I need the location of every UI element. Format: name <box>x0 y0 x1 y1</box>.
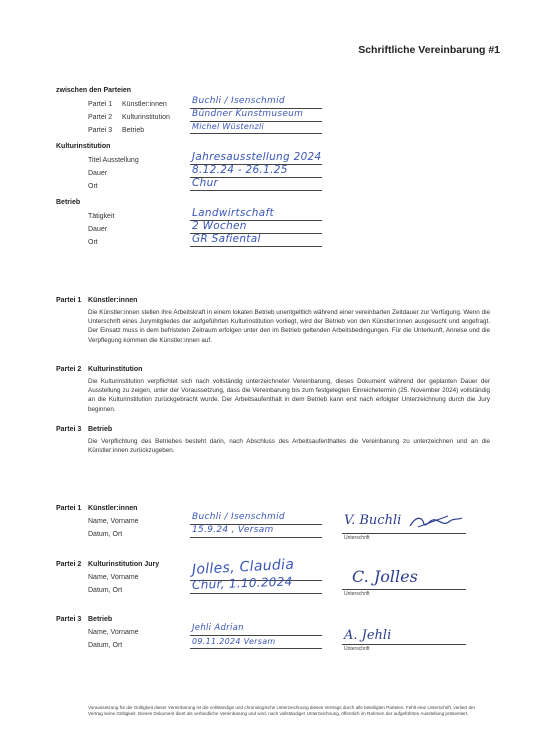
clause-1-num: Partei 1 <box>56 297 82 304</box>
party-2-num: Partei 2 <box>88 114 113 121</box>
party-1-num: Partei 1 <box>88 101 113 108</box>
kultur-place-label: Ort <box>88 183 98 190</box>
betrieb-activity-value[interactable]: Landwirtschaft <box>192 207 274 219</box>
party-2-role: Kulturinstitution <box>122 114 170 121</box>
betrieb-place-line <box>190 246 322 247</box>
sig-2-date-line <box>190 593 322 594</box>
betrieb-place-label: Ort <box>88 239 98 246</box>
sig-1-date-line <box>190 537 322 538</box>
sig-1-num: Partei 1 <box>56 505 82 512</box>
sig-1-signature[interactable]: V. Buchli <box>344 513 402 528</box>
party-3-line <box>190 133 322 134</box>
sig-1-heading: Künstler:innen <box>88 505 138 512</box>
sig-2-heading: Kulturinstitution Jury <box>88 561 160 568</box>
sig-2-date-label: Datum, Ort <box>88 587 123 594</box>
kultur-duration-value[interactable]: 8.12.24 - 26.1.25 <box>192 164 288 176</box>
sig-3-name-label: Name, Vorname <box>88 629 139 636</box>
betrieb-duration-value[interactable]: 2 Wochen <box>192 220 247 232</box>
sig-3-heading: Betrieb <box>88 616 113 623</box>
party-3-value[interactable]: Michel Wüstenzli <box>192 122 265 131</box>
party-1-role: Künstler:innen <box>122 101 167 108</box>
parties-heading: zwischen den Parteien <box>56 87 132 94</box>
party-2-value[interactable]: Bündner Kunstmuseum <box>192 109 304 119</box>
kultur-title-label: Titel Ausstellung <box>88 157 139 164</box>
betrieb-heading: Betrieb <box>56 199 81 206</box>
sig-1-signature-caption: Unterschrift <box>344 535 370 541</box>
sig-2-signature[interactable]: C. Jolles <box>352 567 418 586</box>
kultur-duration-label: Dauer <box>88 170 108 177</box>
party-3-num: Partei 3 <box>88 127 113 134</box>
sig-3-date-line <box>190 648 322 649</box>
clause-2-text: Die Kulturinstitution verpflichtet sich nach vollständig unterzeichneter Vereinbarung, dieses Dokument während der geplanten Dauer der Ausstellung zu zeigen, unter der Voraussetzung, dass die Vereinbarung bis zum festgelegten Einreichetermin (25. November 2024) vollständig an die Kulturinstitution zurückgebracht wurde. Der Arbeitsaufenthalt in dem Betrieb kann erst nach erfolgter Unterzeichnung durch die Jury beginnen. <box>88 378 490 413</box>
party-1-value[interactable]: Buchli / Isenschmid <box>192 96 285 106</box>
sig-2-date-value[interactable]: Chur, 1.10.2024 <box>191 574 293 592</box>
clause-3-num: Partei 3 <box>56 426 82 433</box>
sig-3-signature-caption: Unterschrift <box>344 646 370 652</box>
sig-2-name-value[interactable]: Jolles, Claudia <box>191 556 295 578</box>
kultur-place-value[interactable]: Chur <box>192 177 219 189</box>
betrieb-place-value[interactable]: GR Safiental <box>192 233 261 245</box>
footer-note: Voraussetzung für die Gültigkeit dieser Vereinbarung ist die vollständige und chronologische Unterzeichnung dieses Vertrags durch alle beteiligten Parteien. Fehlt eine Unterschrift, verliert der Vertrag seine Gültigkeit. Dieses Dokument dient als verbindliche Vereinbarung und wird, nach vollständiger Unterzeichnung, öffentlich im Rahmen der aufgeführten Ausstellung präsentiert. <box>88 705 476 716</box>
sig-3-name-value[interactable]: Jehli Adrian <box>192 623 244 633</box>
clause-1-text: Die Künstler:innen stellen ihre Arbeitskraft in einem lokalen Betrieb unentgeltlich während einer vereinbarten Zeitdauer zur Verfügung. Wenn die Unterschrift eines Jurymitgliedes der aufgeführten Kulturinstitution vorliegt, wird der Betrieb von den Künstler:innen ausgesucht und angefragt. Der Einsatz muss in dem befristeten Zeitraum erfolgen unter den im Betrieb geltenden Arbeitsbedingungen. Für die Unterkunft, Anreise und die Verpflegung kommen die Künstler:innen auf. <box>88 309 490 344</box>
sig-3-signature[interactable]: A. Jehli <box>344 628 392 643</box>
sig-1-signature-flourish <box>408 512 464 530</box>
sig-1-date-label: Datum, Ort <box>88 531 123 538</box>
sig-2-num: Partei 2 <box>56 561 82 568</box>
sig-3-name-line <box>190 635 322 636</box>
betrieb-activity-label: Tätigkeit <box>88 213 115 220</box>
sig-3-date-label: Datum, Ort <box>88 642 123 649</box>
kultur-heading: Kulturinstitution <box>56 143 111 150</box>
sig-2-signature-line <box>342 589 466 590</box>
kultur-title-value[interactable]: Jahresausstellung 2024 <box>192 151 322 163</box>
sig-3-date-value[interactable]: 09.11.2024 Versam <box>192 637 276 646</box>
party-3-role: Betrieb <box>122 127 145 134</box>
document-title: Schriftliche Vereinbarung #1 <box>358 44 500 56</box>
sig-1-signature-line <box>342 533 466 534</box>
sig-1-date-value[interactable]: 15.9.24 , Versam <box>192 525 274 535</box>
clause-1-heading: Künstler:innen <box>88 297 138 304</box>
clause-3-heading: Betrieb <box>88 426 113 433</box>
clause-2-num: Partei 2 <box>56 366 82 373</box>
kultur-place-line <box>190 190 322 191</box>
sig-2-name-label: Name, Vorname <box>88 574 139 581</box>
sig-1-name-value[interactable]: Buchli / Isenschmid <box>192 512 285 522</box>
sig-3-num: Partei 3 <box>56 616 82 623</box>
betrieb-duration-label: Dauer <box>88 226 108 233</box>
clause-3-text: Die Verpflichtung des Betriebes besteht darin, nach Abschluss des Arbeitsaufenthaltes die Vereinbarung zu unterzeichnen und an die Künstler:innen zurückzugeben. <box>88 438 490 455</box>
sig-3-signature-line <box>342 644 466 645</box>
sig-2-signature-caption: Unterschrift <box>344 591 370 597</box>
sig-1-name-label: Name, Vorname <box>88 518 139 525</box>
clause-2-heading: Kulturinstitution <box>88 366 143 373</box>
